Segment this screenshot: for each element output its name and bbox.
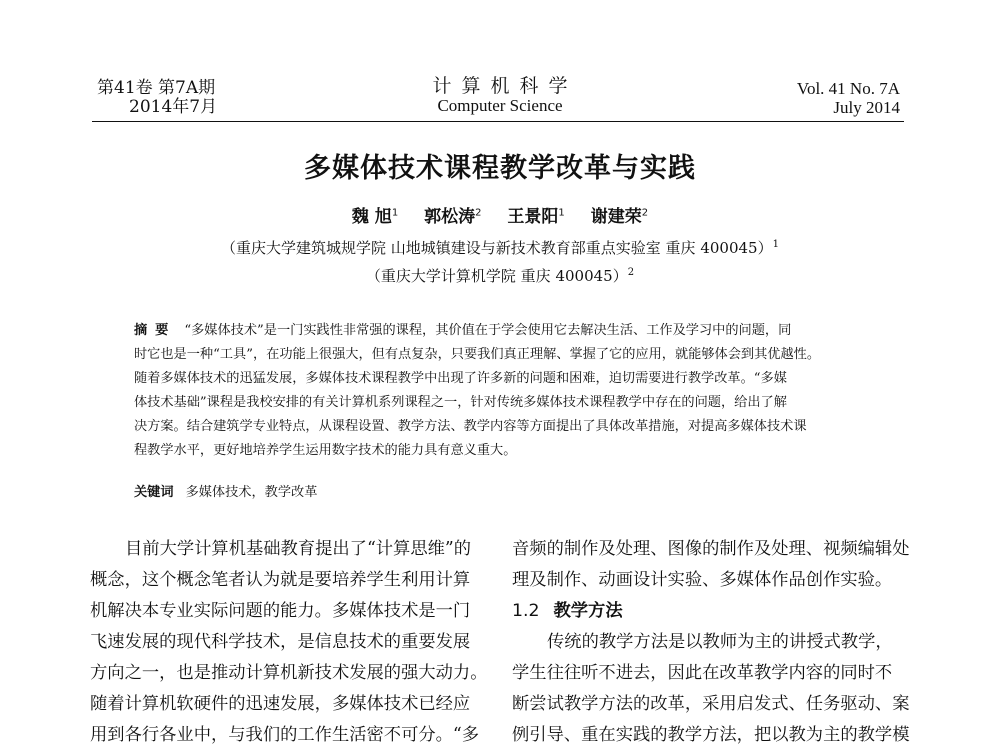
author: 谢建荣$^2$ [590,207,649,227]
author-list [0,202,1000,227]
section-heading [512,596,912,627]
volume-issue: 第41卷 第7A期 [97,78,216,98]
paper-title: 多媒体技术课程教学改革与实践 [304,153,696,184]
affiliation: （重庆大学计算机学院 重庆 400045）$^2$ [365,267,635,285]
body-line: 方向之一，也是推动计算机新技术发展的强大动力。 [90,663,488,683]
abstract-line: 程教学水平，更好地培养学生运用数字技术的能力具有意义重大。 [134,443,517,458]
keywords-text: 多媒体技术，教学改革 [185,485,318,500]
body-line: 用到各行各业中，与我们的工作生活密不可分。“多 [90,725,480,745]
abstract-line: 决方案。结合建筑学专业特点，从课程设置、教学方法、教学内容等方面提出了具体改革措施，对提高多媒体技术课 [134,419,807,434]
author: 郭松涛$^2$ [424,207,482,227]
affiliation: （重庆大学建筑城规学院 山地城镇建设与新技术教育部重点实验室 重庆 400045）$^1$ [221,239,779,257]
abstract-line: 摘要 “多媒体技术”是一门实践性非常强的课程，其价值在于学会使用它去解决生活、工作及学习中的问题，同 [134,323,792,338]
section-title: 教学方法 [553,601,623,621]
body-line: 机解决本专业实际问题的能力。多媒体技术是一门 [90,601,471,621]
header-rule [92,121,904,122]
body-line: 概念，这个概念笔者认为就是要培养学生利用计算 [90,570,471,590]
keywords-label: 关键词 [134,485,174,500]
body-line: 传统的教学方法是以教师为主的讲授式教学， [547,632,893,652]
body-column-right [512,534,912,751]
body-line: 目前大学计算机基础教育提出了“计算思维”的 [125,539,472,559]
body-line: 理及制作、动画设计实验、多媒体作品创作实验。 [512,570,893,590]
journal-name-en: Computer Science [437,96,563,115]
body-line: 随着计算机软硬件的迅速发展，多媒体技术已经应 [90,694,471,714]
running-header-right [797,79,900,117]
issue-date-en: July 2014 [833,98,900,117]
body-line: 飞速发展的现代科学技术，是信息技术的重要发展 [90,632,471,652]
body-line: 学生往往听不进去，因此在改革教学内容的同时不 [512,663,893,683]
body-line: 例引导、重在实践的教学方法，把以教为主的教学模 [512,725,910,745]
author: 魏 旭$^1$ [351,207,399,227]
abstract-line: 时它也是一种“工具”，在功能上很强大，但有点复杂，只要我们真正理解、掌握了它的应用，就能够体会到其优越性。 [134,347,821,362]
body-line: 断尝试教学方法的改革，采用启发式、任务驱动、案 [512,694,910,714]
body-line: 音频的制作及处理、图像的制作及处理、视频编辑处 [512,539,910,559]
volume-issue-en: Vol. 41 No. 7A [796,79,900,98]
issue-date-cn: 2014年7月 [129,97,218,117]
journal-name-cn: 计算机科学 [432,75,578,97]
section-number: 1.2 [512,601,540,621]
body-column-left [90,534,490,751]
abstract-line: 体技术基础”课程是我校安排的有关计算机系列课程之一，针对传统多媒体技术课程教学中存在的问题，给出了解 [134,395,787,410]
abstract-line: 随着多媒体技术的迅猛发展，多媒体技术课程教学中出现了许多新的问题和困难，迫切需要进行教学改革。“多媒 [134,371,787,386]
abstract-label: 摘要 [134,323,177,338]
author: 王景阳$^1$ [507,207,565,227]
keywords [134,481,317,500]
abstract [134,319,879,463]
